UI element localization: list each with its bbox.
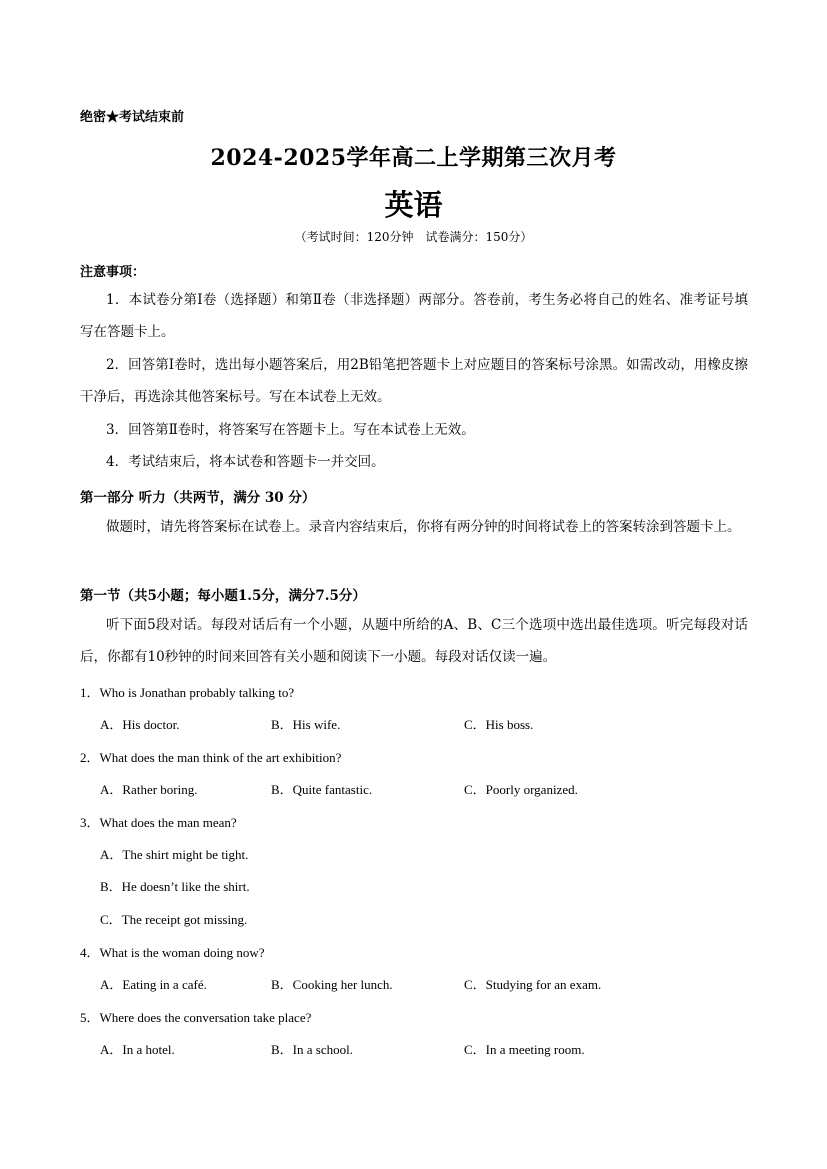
option-a: A．The shirt might be tight. [100, 847, 249, 862]
notice-item: 2．回答第Ⅰ卷时，选出每小题答案后，用2B铅笔把答题卡上对应题目的答案标号涂黑。如需改动，用橡皮擦干净后，再选涂其他答案标号。写在本试卷上无效。 [80, 357, 748, 405]
option-a: A．Eating in a café. [100, 977, 207, 992]
option-b: B．His wife. [271, 717, 341, 732]
section1-title: 第一节（共5小题；每小题1.5分，满分7.5分） [80, 588, 366, 604]
notice-item: 4．考试结束后，将本试卷和答题卡一并交回。 [106, 454, 385, 470]
option-c: C．His boss. [464, 717, 534, 732]
option-c: C．Poorly organized. [464, 782, 578, 797]
option-c: C．In a meeting room. [464, 1042, 585, 1057]
exam-time: （考试时间：120分钟 [294, 230, 414, 244]
option-b: B．In a school. [271, 1042, 353, 1057]
exam-info [0, 228, 827, 245]
notice-item: 1．本试卷分第Ⅰ卷（选择题）和第Ⅱ卷（非选择题）两部分。答卷前，考生务必将自己的姓名、准考证号填写在答题卡上。 [80, 292, 748, 340]
option-a: A．In a hotel. [100, 1042, 175, 1057]
option-c: C．The receipt got missing. [100, 912, 248, 927]
question-stem: 3．What does the man mean? [80, 815, 237, 830]
part1-title: 第一部分 听力（共两节，满分 30 分） [80, 490, 316, 506]
option-a: A．Rather boring. [100, 782, 198, 797]
exam-title: 2024-2025学年高二上学期第三次月考 [210, 145, 617, 171]
subject-title: 英语 [384, 188, 443, 222]
option-b: B．Quite fantastic. [271, 782, 373, 797]
part1-instruction: 做题时，请先将答案标在试卷上。录音内容结束后，你将有两分钟的时间将试卷上的答案转涂到答题卡上。 [106, 519, 741, 535]
full-score: 试卷满分：150分） [425, 230, 533, 244]
question-stem: 1．Who is Jonathan probably talking to? [80, 685, 295, 700]
notice-item: 3．回答第Ⅱ卷时，将答案写在答题卡上。写在本试卷上无效。 [106, 422, 475, 438]
question-stem: 2．What does the man think of the art exhibition? [80, 750, 342, 765]
question-stem: 5．Where does the conversation take place? [80, 1010, 312, 1025]
option-b: B．He doesn’t like the shirt. [100, 879, 250, 894]
option-b: B．Cooking her lunch. [271, 977, 393, 992]
section1-instruction: 听下面5段对话。每段对话后有一个小题，从题中所给的A、B、C三个选项中选出最佳选项。听完每段对话后，你都有10秒钟的时间来回答有关小题和阅读下一小题。每段对话仅读一遍。 [80, 617, 748, 665]
option-c: C．Studying for an exam. [464, 977, 602, 992]
notice-title: 注意事项： [80, 265, 146, 280]
question-stem: 4．What is the woman doing now? [80, 945, 265, 960]
option-a: A．His doctor. [100, 717, 180, 732]
confidential-label: 绝密★考试结束前 [80, 110, 185, 125]
